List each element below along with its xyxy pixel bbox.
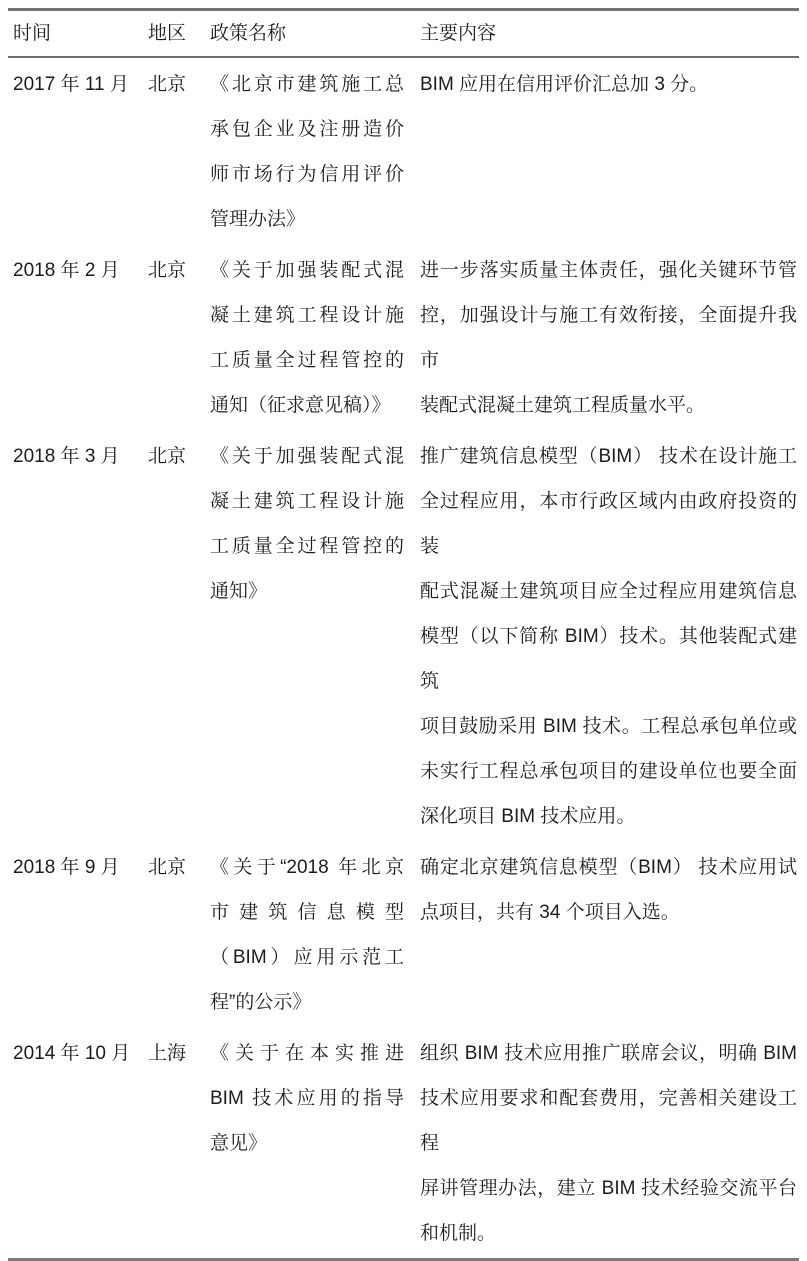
text-line: 深化项目 BIM 技术应用。 [420, 806, 636, 827]
cell-content [420, 248, 799, 428]
cell-content [420, 434, 799, 839]
table-row [8, 1027, 799, 1258]
cell-region: 上海 [148, 1043, 187, 1064]
text-line: 配式混凝土建筑项目应全过程应用建筑信息 [420, 581, 797, 602]
text-line: 推广建筑信息模型（BIM） 技术在设计施工 [420, 446, 797, 467]
text-line: 进一步落实质量主体责任，强化关键环节管 [420, 260, 797, 281]
cell-region: 北京 [148, 260, 187, 281]
text-line: 《关于加强装配式混 [210, 260, 404, 281]
text-line: 工质量全过程管控的 [210, 350, 404, 371]
text-line: 组织 BIM 技术应用推广联席会议，明确 BIM [420, 1043, 797, 1064]
text-line: 凝土建筑工程设计施 [210, 491, 404, 512]
text-line: 《关于“2018 年北京 [210, 857, 404, 878]
header-cell-time: 时间 [13, 23, 52, 44]
text-line: 通知（征求意见稿）》 [210, 395, 391, 416]
text-line: 屏讲管理办法，建立 BIM 技术经验交流平台 [420, 1178, 797, 1199]
table-row [8, 58, 799, 244]
text-line: 点项目，共有 34 个项目入选。 [420, 902, 680, 923]
text-line: 承包企业及注册造价 [210, 119, 404, 140]
text-line: 《关于在本实推进 [210, 1043, 404, 1064]
cell-region: 北京 [148, 74, 187, 95]
cell-content [420, 845, 799, 1025]
cell-time: 2014 年 10 月 [13, 1043, 131, 1064]
cell-content [420, 1031, 799, 1256]
text-line: 市建筑信息模型 [210, 902, 404, 923]
text-line: 工质量全过程管控的 [210, 536, 404, 557]
cell-region: 北京 [148, 857, 187, 878]
cell-policy [210, 62, 420, 242]
text-line: 《北京市建筑施工总 [210, 74, 404, 95]
cell-time: 2018 年 9 月 [13, 857, 120, 878]
header-cell-content: 主要内容 [420, 23, 497, 44]
cell-time: 2018 年 3 月 [13, 446, 120, 467]
text-line: 未实行工程总承包项目的建设单位也要全面 [420, 761, 797, 782]
text-line: 师市场行为信用评价 [210, 164, 404, 185]
text-line: 装配式混凝土建筑工程质量水平。 [420, 395, 706, 416]
text-line: 技术应用要求和配套费用，完善相关建设工程 [420, 1088, 797, 1154]
text-line: 凝土建筑工程设计施 [210, 305, 404, 326]
text-line: 通知》 [210, 581, 268, 602]
text-line: 控，加强设计与施工有效衔接，全面提升我市 [420, 305, 797, 371]
table-row [8, 244, 799, 430]
text-line: BIM 应用在信用评价汇总加 3 分。 [420, 74, 709, 95]
table-header [8, 11, 799, 58]
text-line: 项目鼓励采用 BIM 技术。工程总承包单位或 [420, 716, 797, 737]
cell-policy [210, 434, 420, 839]
cell-time: 2017 年 11 月 [13, 74, 129, 95]
cell-content [420, 62, 799, 242]
text-line: 确定北京建筑信息模型（BIM） 技术应用试 [420, 857, 797, 878]
cell-policy [210, 248, 420, 428]
text-line: 意见》 [210, 1133, 268, 1154]
text-line: 管理办法》 [210, 209, 306, 230]
cell-region: 北京 [148, 446, 187, 467]
cell-policy [210, 1031, 420, 1256]
text-line: 程”的公示》 [210, 992, 312, 1013]
text-line: 和机制。 [420, 1223, 497, 1244]
policy-table [8, 8, 799, 1261]
table-row [8, 841, 799, 1027]
header-cell-policy: 政策名称 [210, 23, 287, 44]
text-line: 模型（以下简称 BIM）技术。其他装配式建筑 [420, 626, 797, 692]
table-row [8, 430, 799, 841]
text-line: （BIM）应用示范工 [210, 947, 404, 968]
text-line: 《关于加强装配式混 [210, 446, 404, 467]
cell-policy [210, 845, 420, 1025]
text-line: 全过程应用，本市行政区域内由政府投资的装 [420, 491, 797, 557]
text-line: BIM 技术应用的指导 [210, 1088, 404, 1109]
header-cell-region: 地区 [148, 23, 187, 44]
cell-time: 2018 年 2 月 [13, 260, 120, 281]
